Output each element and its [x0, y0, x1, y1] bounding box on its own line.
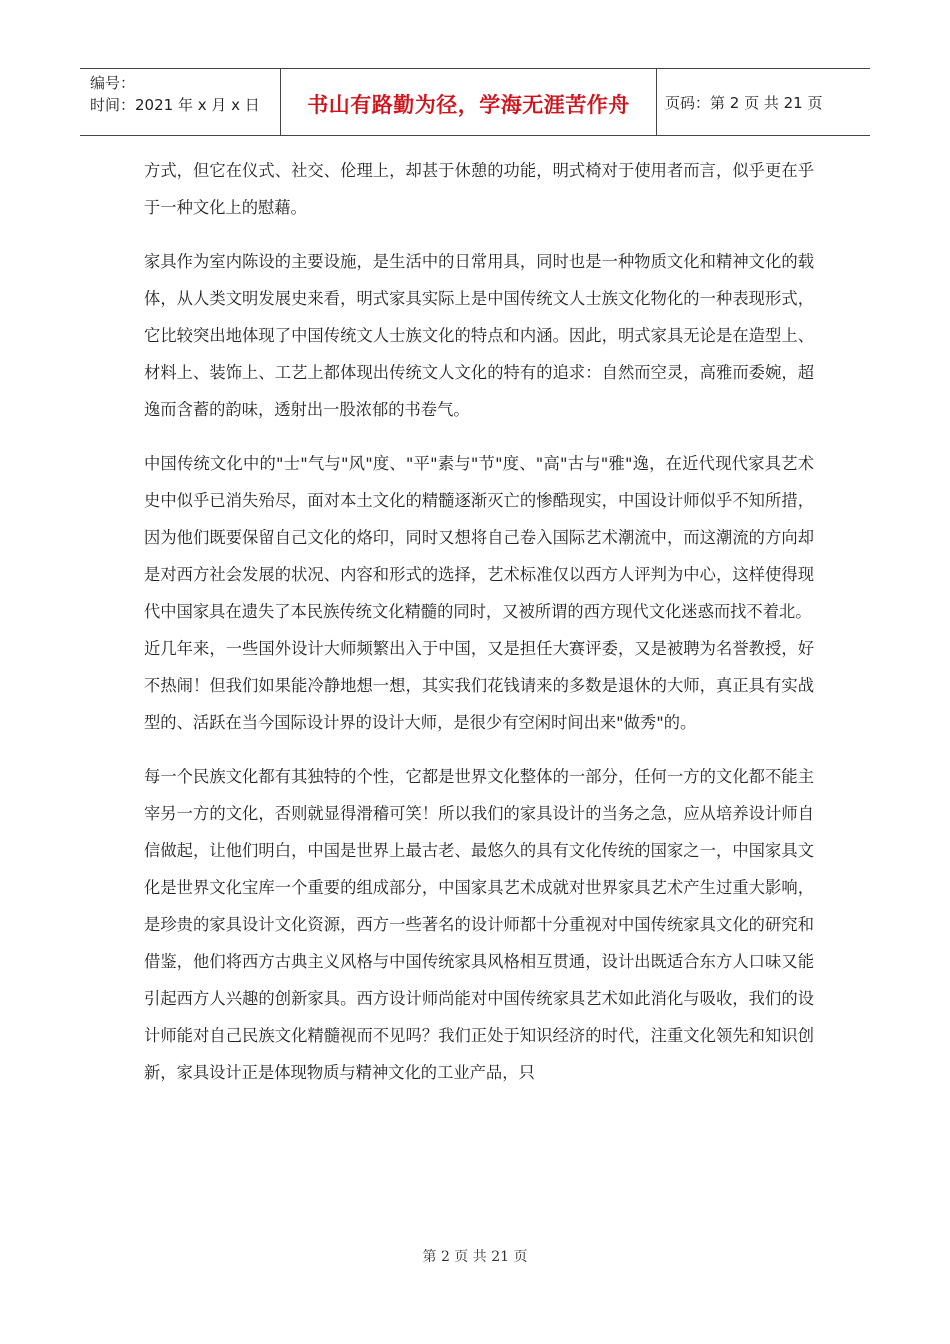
document-body: [144, 152, 814, 1108]
header-info-cell: [80, 69, 281, 135]
paragraph-2: 家具作为室内陈设的主要设施，是生活中的日常用具，同时也是一种物质文化和精神文化的载体，从人类文明发展史来看，明式家具实际上是中国传统文人士族文化物化的一种表现形式，它比较突出地体现了中国传统文人士族文化的特点和内涵。因此，明式家具无论是在造型上、材料上、装饰上、工艺上都体现出传统文人文化的特有的追求：自然而空灵，高雅而委婉，超逸而含蓄的韵味，透射出一股浓郁的书卷气。: [144, 252, 814, 419]
paragraph-5: 每一个民族文化都有其独特的个性，它都是世界文化整体的一部分，任何一方的文化都不能主宰另一方的文化，否则就显得滑稽可笑！所以我们的家具设计的当务之急，应从培养设计师自信做起，让他们明白，中国是世界上最古老、最悠久的具有文化传统的国家之一，中国家具文化是世界文化宝库一个重要的组成部分，中国家具艺术成就对世界家具艺术产生过重大影响，是珍贵的家具设计文化资源，西方一些著名的设计师都十分重视对中国传统家具文化的研究和借鉴，他们将西方古典主义风格与中国传统家具风格相互贯通，设计出既适合东方人口味又能引起西方人兴趣的创新家具。西方设计师尚能对中国传统家具艺术如此消化与吸收，我们的设计师能对自己民族文化精髓视而不见吗？我们正处于知识经济的时代，注重文化领先和知识创新，家具设计正是体现物质与精神文化的工业产品，只: [144, 767, 814, 1082]
time-label: 时间：2021 年 x 月 x 日: [90, 96, 260, 114]
code-label: 编号：: [90, 74, 136, 92]
page-footer: 第 2 页 共 21 页: [422, 1249, 528, 1265]
paragraph-1: 方式，但它在仪式、社交、伦理上，却甚于休憩的功能，明式椅对于使用者而言，似乎更在乎于一种文化上的慰藉。: [144, 161, 814, 217]
paragraph-3: 中国传统文化中的"士"气与"风"度、"平"素与"节"度、"高"古与"雅"逸，在近代现代家具艺术史中似乎已消失殆尽，面对本土文化的精髓逐渐灭亡的惨酷现实，中国设计师似乎不知所措，因为他们既要保留自己文化的烙印，同时又想将自己卷入国际艺术潮流中，而这潮流的方向却是对西方社会发展的状况、内容和形式的选择，艺术标准仅以西方人评判为中心，这样使得现代中国家具在遗失了本民族传统文化精髓的同时，又被所谓的西方现代文化迷惑而找不着北。: [144, 454, 814, 621]
paragraph-4: 近几年来，一些国外设计大师频繁出入于中国，又是担任大赛评委，又是被聘为名誉教授，好不热闹！但我们如果能冷静地想一想，其实我们花钱请来的多数是退休的大师，真正具有实战型的、活跃在当今国际设计界的设计大师，是很少有空闲时间出来"做秀"的。: [144, 639, 814, 732]
header-slogan: 书山有路勤为径，学海无涯苦作舟: [281, 69, 657, 135]
header-page-label: 页码：第 2 页 共 21 页: [665, 94, 823, 112]
page-header: [80, 68, 870, 136]
